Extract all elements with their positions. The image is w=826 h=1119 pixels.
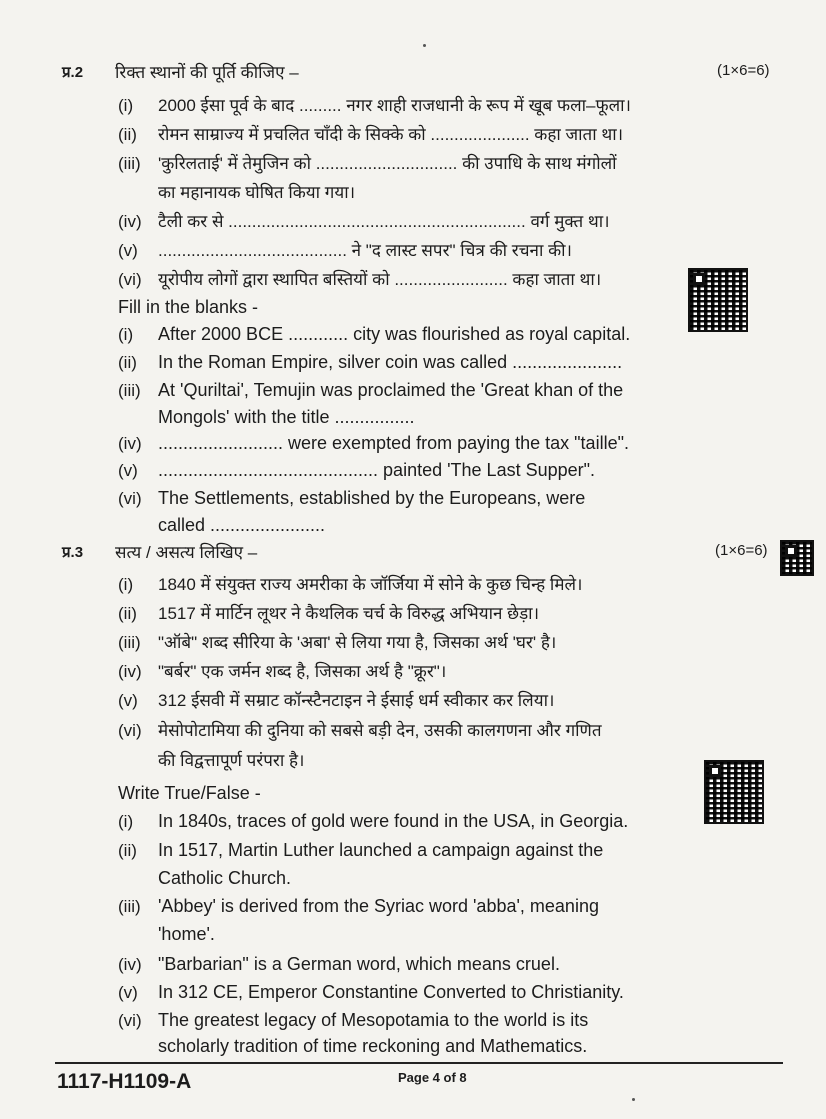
q2-hindi-item-3-continuation: का महानायक घोषित किया गया। [158,183,356,202]
paper-code: 1117-H1109-A [57,1070,192,1093]
q3-hindi-item-6-continuation: की विद्वत्तापूर्ण परंपरा है। [158,751,305,770]
q3-english-item-5: (v) In 312 CE, Emperor Constantine Converted to Christianity. [118,982,624,1002]
question-3-number: प्र.3 [62,544,84,561]
page-number: Page 4 of 8 [398,1070,467,1085]
q2-hindi-item-6: (vi) यूरोपीय लोगों द्वारा स्थापित बस्तियों को ........................ कहा जाता था। [118,270,602,289]
q3-hindi-item-3: (iii) "ऑबे" शब्द सीरिया के 'अबा' से लिया गया है, जिसका अर्थ 'घर' है। [118,633,557,652]
question-3-marks: (1×6=6) [715,542,768,559]
q3-english-item-2-continuation: Catholic Church. [158,868,292,888]
q3-hindi-item-1: (i) 1840 में संयुक्त राज्य अमरीका के जॉर्जिया में सोने के कुछ चिन्ह मिले। [118,575,583,594]
q3-english-heading: Write True/False - [118,783,261,803]
q2-hindi-item-4: (iv) टैली कर से ............................................................... वर्ग मुक्त था। [118,212,610,231]
q2-english-item-2: (ii) In the Roman Empire, silver coin was called ...................... [118,352,623,372]
q2-english-item-3-continuation: Mongols' with the title ................ [158,407,415,427]
q3-english-item-2: (ii) In 1517, Martin Luther launched a campaign against the [118,840,604,860]
q2-hindi-item-2: (ii) रोमन साम्राज्य में प्रचलित चाँदी के सिक्के को ..................... कहा जाता था। [118,125,624,144]
q2-hindi-item-5: (v) ........................................ ने "द लास्ट सपर" चित्र की रचना की। [118,241,572,260]
q2-english-heading: Fill in the blanks - [118,297,259,317]
q2-english-item-6: (vi) The Settlements, established by the Europeans, were [118,488,586,508]
q3-hindi-item-5: (v) 312 ईसवी में सम्राट कॉन्स्टैनटाइन ने ईसाई धर्म स्वीकार कर लिया। [118,691,555,710]
q2-english-item-1: (i) After 2000 BCE ............ city was flourished as royal capital. [118,324,631,344]
q3-english-item-4: (iv) "Barbarian" is a German word, which means cruel. [118,954,560,974]
question-3-heading: सत्य / असत्य लिखिए – [115,543,258,562]
question-2-heading: रिक्त स्थानों की पूर्ति कीजिए – [115,63,299,82]
qr-code-2 [704,760,764,824]
q3-hindi-item-6: (vi) मेसोपोटामिया की दुनिया को सबसे बड़ी देन, उसकी कालगणना और गणित [118,721,602,740]
q3-hindi-item-2: (ii) 1517 में मार्टिन लूथर ने कैथलिक चर्च के विरुद्ध अभियान छेड़ा। [118,604,540,623]
q3-english-item-3-continuation: 'home'. [158,924,215,944]
q2-hindi-item-3: (iii) 'कुरिलताई' में तेमुजिन को .............................. की उपाधि के साथ मंगोलों [118,154,617,173]
q3-english-item-1: (i) In 1840s, traces of gold were found in the USA, in Georgia. [118,811,629,831]
qr-code [688,268,748,332]
qr-code-small [780,540,814,576]
footer-divider [55,1062,783,1064]
scan-speck [423,44,426,47]
q3-english-item-3: (iii) 'Abbey' is derived from the Syriac word 'abba', meaning [118,896,599,916]
question-2-marks: (1×6=6) [717,62,770,79]
q2-english-item-6-continuation: called ....................... [158,515,326,535]
q2-english-item-4: (iv) ......................... were exempted from paying the tax "taille". [118,433,629,453]
question-2-number: प्र.2 [62,64,84,81]
q2-english-item-5: (v) ............................................ painted 'The Last Supper". [118,460,596,480]
q2-english-item-3: (iii) At 'Quriltai', Temujin was proclaimed the 'Great khan of the [118,380,624,400]
q3-hindi-item-4: (iv) "बर्बर" एक जर्मन शब्द है, जिसका अर्थ है "क्रूर"। [118,662,447,681]
q3-english-item-6: (vi) The greatest legacy of Mesopotamia to the world is its [118,1010,589,1030]
q3-english-item-6-continuation: scholarly tradition of time reckoning and Mathematics. [158,1036,588,1056]
q2-hindi-item-1: (i) 2000 ईसा पूर्व के बाद ......... नगर शाही राजधानी के रूप में खूब फला–फूला। [118,96,631,115]
scan-speck-2 [632,1098,635,1101]
